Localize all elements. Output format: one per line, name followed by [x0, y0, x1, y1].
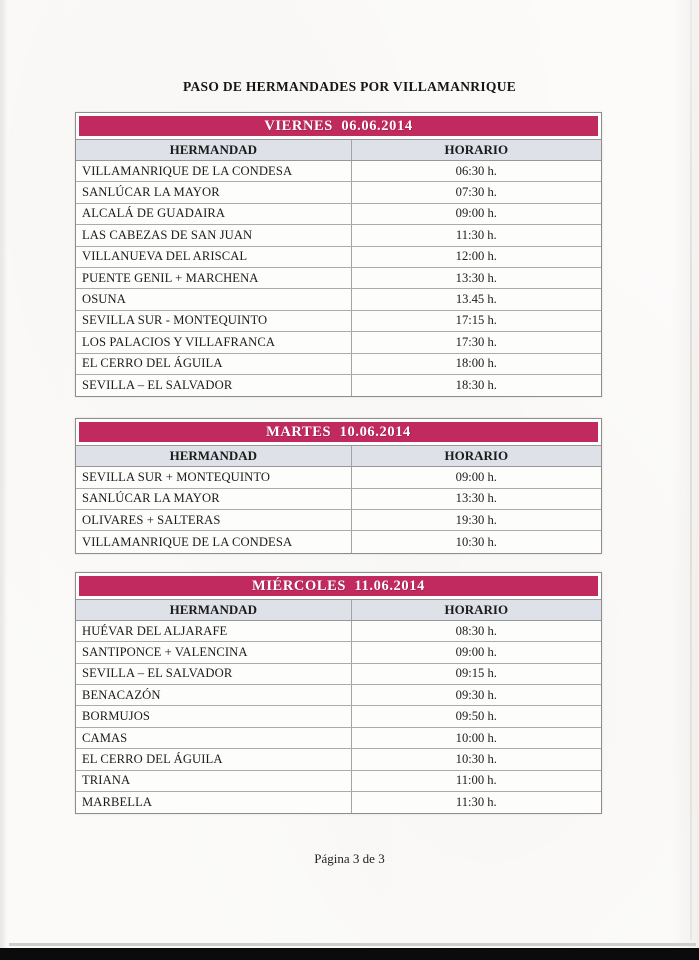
cell-horario: 18:30 h.: [455, 378, 497, 393]
table-row: [76, 467, 601, 488]
cell-horario: 09:00 h.: [455, 644, 497, 659]
scan-crease-right: [690, 0, 692, 940]
table-row: [76, 247, 601, 268]
header-horario: HORARIO: [444, 448, 509, 464]
table-rows: [76, 467, 601, 553]
table-row: [76, 706, 601, 727]
table-row: [76, 354, 601, 375]
page-title: PASO DE HERMANDADES POR VILLAMANRIQUE: [182, 79, 517, 94]
cell-hermandad: TRIANA: [76, 771, 352, 791]
table-row: [76, 642, 601, 663]
cell-horario: 19:30 h.: [455, 512, 497, 527]
cell-horario: 10:30 h.: [455, 534, 497, 549]
cell-horario: 11:30 h.: [455, 227, 497, 242]
cell-hermandad: CAMAS: [76, 728, 352, 748]
schedule-table: [75, 418, 602, 554]
cell-horario: 09:15 h.: [455, 666, 497, 681]
schedule-table: [75, 572, 602, 815]
table-banner: MARTES 10.06.2014: [79, 422, 598, 442]
cell-horario: 17:15 h.: [455, 313, 497, 328]
cell-horario: 13:30 h.: [455, 491, 497, 506]
header-hermandad: HERMANDAD: [76, 140, 352, 160]
cell-hermandad: EL CERRO DEL ÁGUILA: [76, 354, 352, 374]
cell-hermandad: ALCALÁ DE GUADAIRA: [76, 204, 352, 224]
cell-hermandad: SEVILLA SUR + MONTEQUINTO: [76, 467, 352, 487]
table-row: [76, 685, 601, 706]
cell-hermandad: SANTIPONCE + VALENCINA: [76, 642, 352, 662]
cell-hermandad: SANLÚCAR LA MAYOR: [76, 182, 352, 202]
cell-horario: 08:30 h.: [455, 623, 497, 638]
cell-hermandad: SEVILLA – EL SALVADOR: [76, 375, 352, 396]
column-headers: [76, 445, 601, 467]
cell-hermandad: SEVILLA – EL SALVADOR: [76, 664, 352, 684]
cell-hermandad: LAS CABEZAS DE SAN JUAN: [76, 225, 352, 245]
column-headers: [76, 139, 601, 161]
table-rows: [76, 621, 601, 814]
cell-horario: 09:50 h.: [455, 709, 497, 724]
tables-container: [75, 112, 602, 814]
page-bottom-edge-shadow: [9, 943, 696, 946]
cell-hermandad: HUÉVAR DEL ALJARAFE: [76, 621, 352, 641]
table-row: [76, 182, 601, 203]
cell-hermandad: VILLAMANRIQUE DE LA CONDESA: [76, 161, 352, 181]
cell-hermandad: VILLANUEVA DEL ARISCAL: [76, 247, 352, 267]
page-footer: Página 3 de 3: [314, 851, 385, 866]
cell-hermandad: OSUNA: [76, 289, 352, 309]
header-hermandad: HERMANDAD: [76, 600, 352, 620]
table-rows: [76, 161, 601, 396]
table-row: [76, 510, 601, 531]
header-horario: HORARIO: [444, 142, 509, 157]
table-row: [76, 771, 601, 792]
cell-hermandad: SEVILLA SUR - MONTEQUINTO: [76, 311, 352, 331]
table-row: [76, 311, 601, 332]
scan-left-edge: [0, 0, 6, 948]
cell-horario: 18:00 h.: [455, 356, 497, 371]
table-row: [76, 268, 601, 289]
table-row: [76, 728, 601, 749]
cell-hermandad: PUENTE GENIL + MARCHENA: [76, 268, 352, 288]
cell-hermandad: LOS PALACIOS Y VILLAFRANCA: [76, 332, 352, 352]
table-row: [76, 225, 601, 246]
cell-hermandad: OLIVARES + SALTERAS: [76, 510, 352, 530]
table-row: [76, 375, 601, 396]
cell-horario: 09:30 h.: [455, 687, 497, 702]
cell-horario: 06:30 h.: [455, 163, 497, 178]
header-hermandad: HERMANDAD: [76, 446, 352, 466]
cell-horario: 11:30 h.: [455, 795, 497, 810]
cell-hermandad: EL CERRO DEL ÁGUILA: [76, 749, 352, 769]
cell-horario: 10:30 h.: [455, 751, 497, 766]
table-row: [76, 204, 601, 225]
cell-horario: 13:30 h.: [455, 270, 497, 285]
table-row: [76, 289, 601, 310]
cell-horario: 12:00 h.: [455, 249, 497, 264]
table-row: [76, 531, 601, 552]
cell-horario: 13.45 h.: [455, 292, 497, 307]
table-banner: VIERNES 06.06.2014: [79, 116, 598, 136]
table-row: [76, 489, 601, 510]
header-horario: HORARIO: [444, 601, 509, 617]
cell-hermandad: VILLAMANRIQUE DE LA CONDESA: [76, 531, 352, 552]
cell-horario: 09:00 h.: [455, 469, 497, 484]
cell-hermandad: SANLÚCAR LA MAYOR: [76, 489, 352, 509]
cell-hermandad: MARBELLA: [76, 792, 352, 813]
cell-horario: 10:00 h.: [455, 730, 497, 745]
table-row: [76, 161, 601, 182]
schedule-table: [75, 112, 602, 397]
table-banner: MIÉRCOLES 11.06.2014: [79, 576, 598, 596]
table-row: [76, 332, 601, 353]
table-row: [76, 792, 601, 813]
cell-hermandad: BENACAZÓN: [76, 685, 352, 705]
cell-horario: 17:30 h.: [455, 334, 497, 349]
table-row: [76, 749, 601, 770]
table-row: [76, 621, 601, 642]
table-row: [76, 664, 601, 685]
cell-hermandad: BORMUJOS: [76, 706, 352, 726]
cell-horario: 07:30 h.: [455, 185, 497, 200]
cell-horario: 09:00 h.: [455, 206, 497, 221]
scan-bottom-black-edge: [0, 948, 699, 960]
cell-horario: 11:00 h.: [455, 773, 497, 788]
column-headers: [76, 599, 601, 621]
